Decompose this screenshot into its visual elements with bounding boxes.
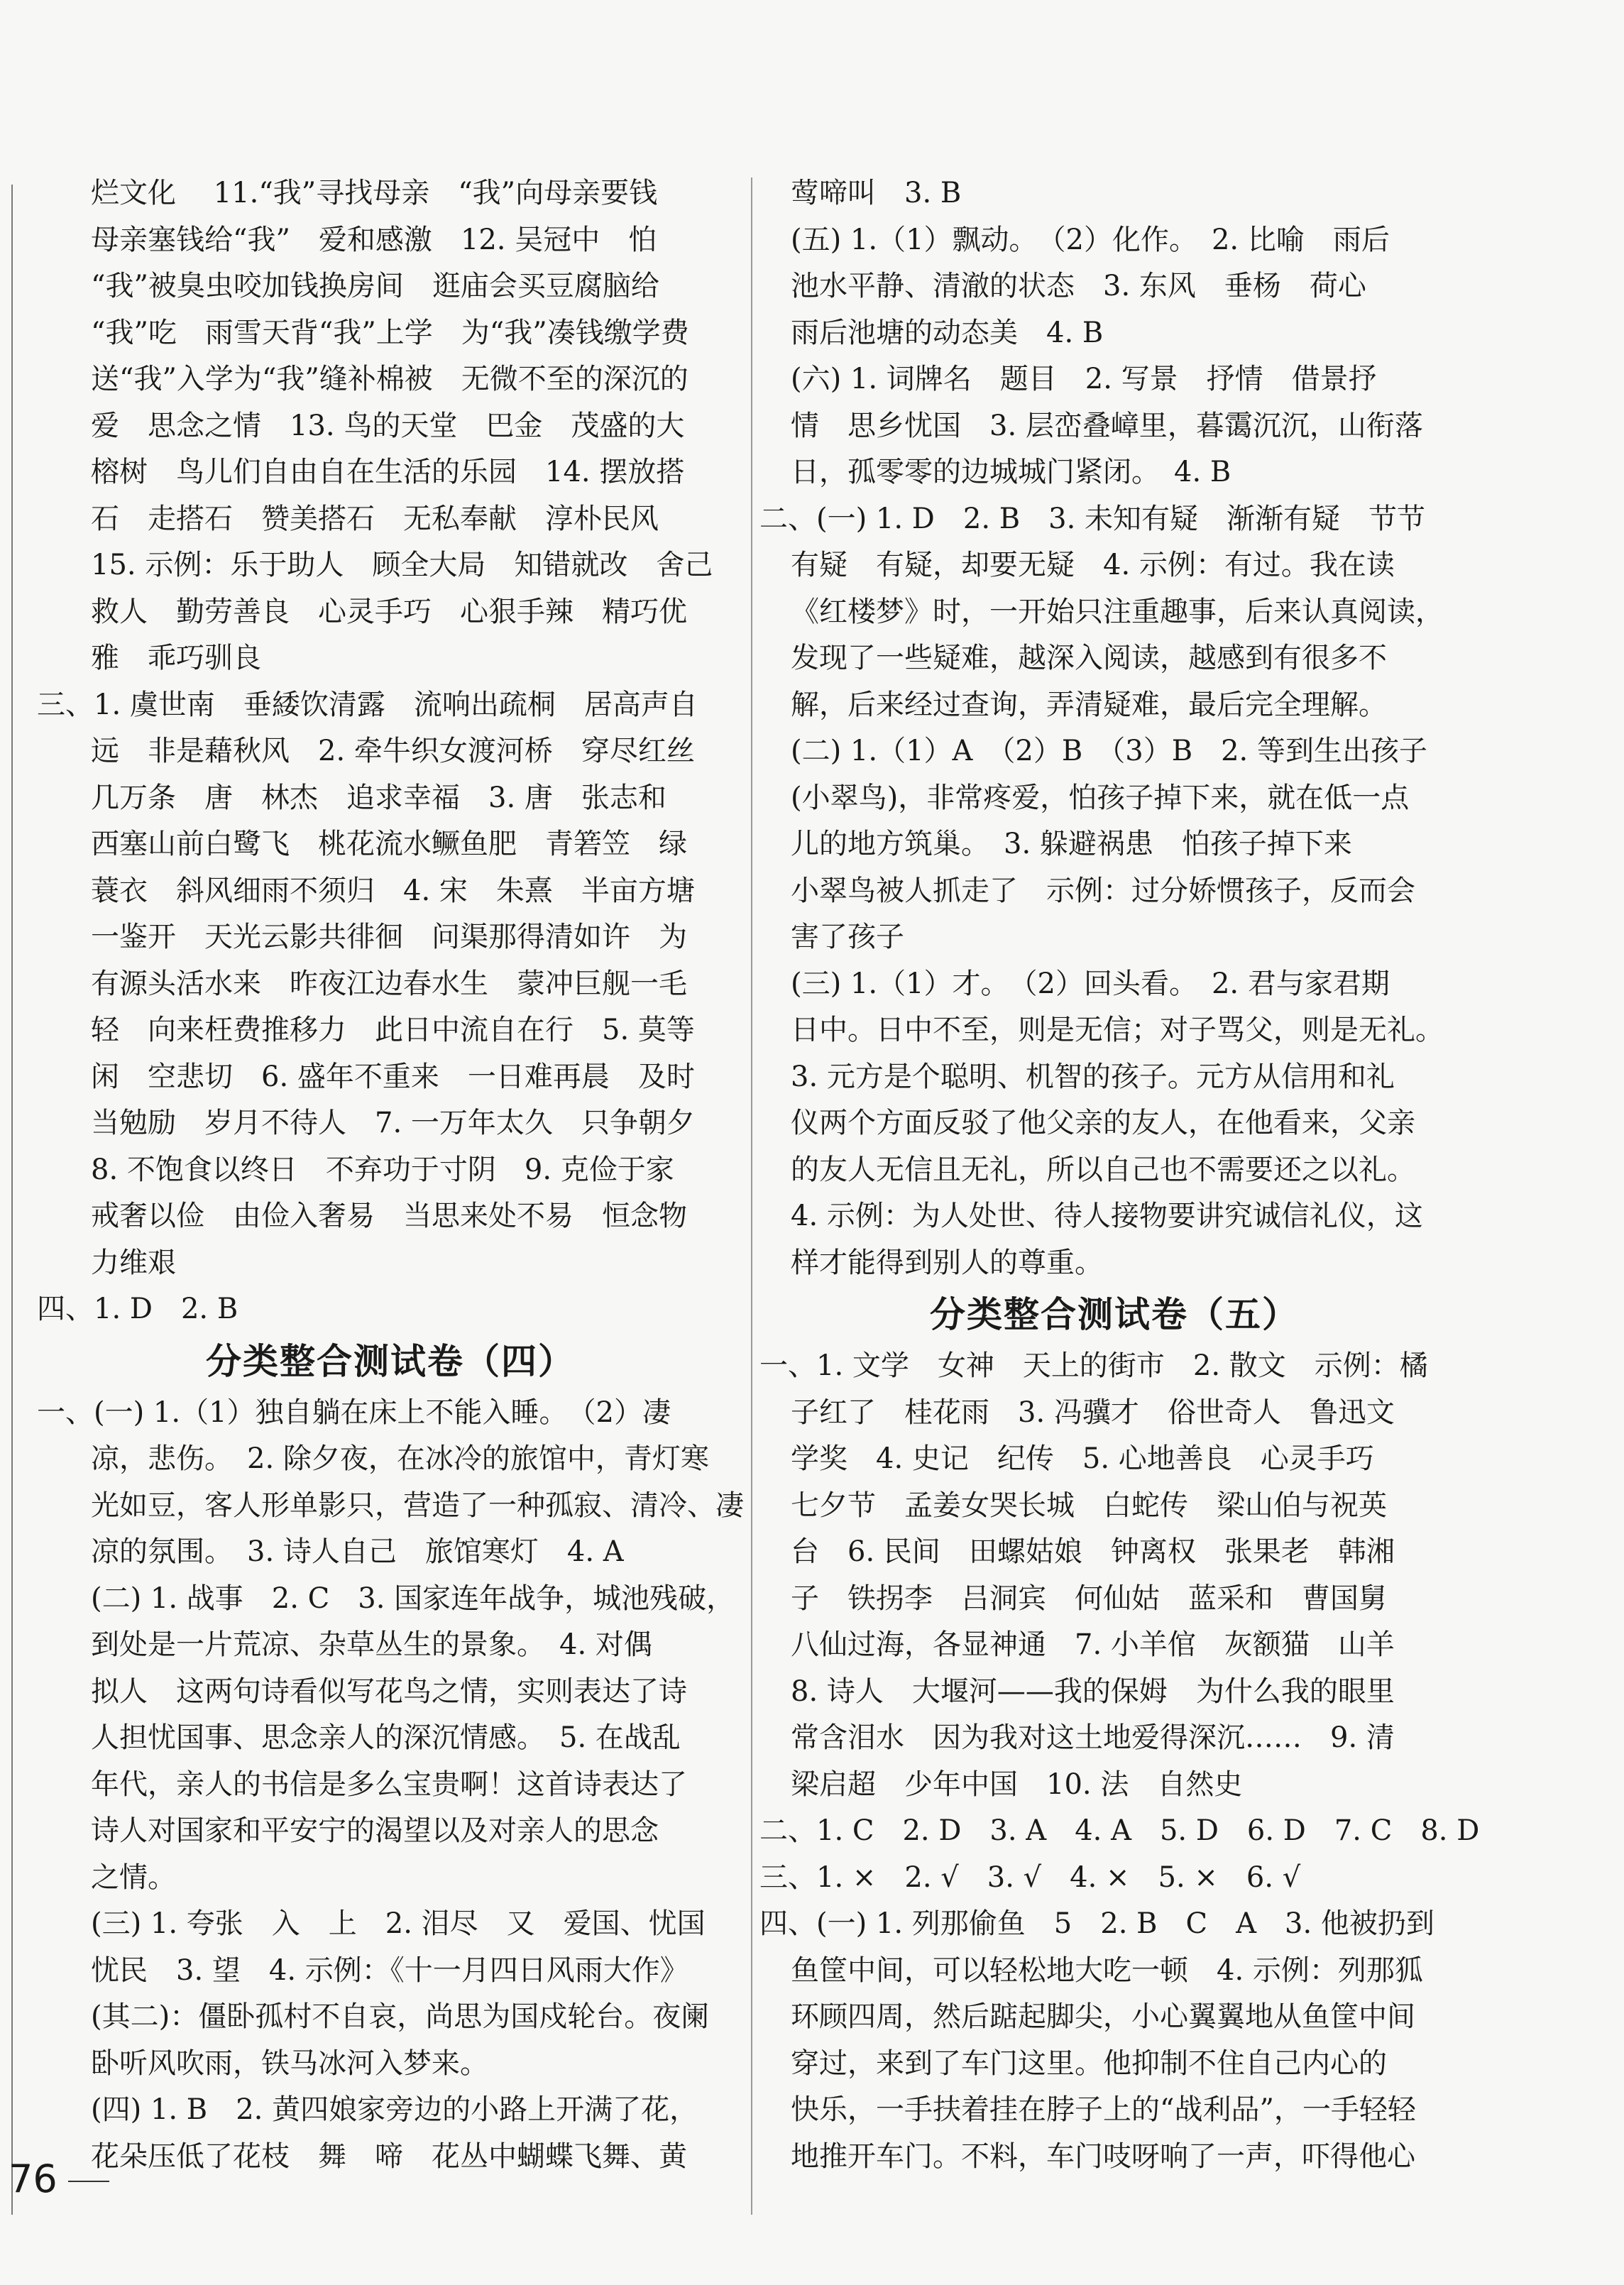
right-answer-line: 二、(一) 1. D 2. B 3. 未知有疑 渐渐有疑 节节 [759,502,1426,535]
left-answer-line: 到处是一片荒凉、杂草丛生的景象。 4. 对偶 [91,1628,652,1661]
left-answer-line: 之情。 [91,1861,176,1894]
left-answer-line: 拟人 这两句诗看似写花鸟之情，实则表达了诗 [91,1675,687,1708]
right-answer-line: 4. 示例：为人处世、待人接物要讲究诚信礼仪，这 [791,1200,1423,1232]
left-answer-line: 救人 勤劳善良 心灵手巧 心狠手辣 精巧优 [91,595,687,628]
left-answer-line: 送“我”入学为“我”缝补棉被 无微不至的深沉的 [91,363,688,395]
left-answer-line: 戒奢以俭 由俭入奢易 当思来处不易 恒念物 [91,1200,687,1232]
right-answer-line: 鱼筐中间，可以轻松地大吃一顿 4. 示例：列那狐 [791,1954,1423,1987]
right-answer-line: 日中。日中不至，则是无信；对子骂父，则是无礼。 [791,1014,1444,1046]
right-answer-line: 八仙过海，各显神通 7. 小羊倌 灰额猫 山羊 [791,1628,1395,1661]
right-answer-line: 的友人无信且无礼，所以自己也不需要还之以礼。 [791,1153,1415,1186]
left-answer-line: (二) 1. 战事 2. C 3. 国家连年战争，城池残破， [91,1582,735,1615]
right-column [759,170,1480,2180]
right-answer-line: 台 6. 民间 田螺姑娘 钟离权 张果老 韩湘 [791,1535,1395,1568]
left-answer-line: 远 非是藉秋风 2. 牵牛织女渡河桥 穿尽红丝 [91,735,695,767]
left-answer-line: 一鉴开 天光云影共徘徊 问渠那得清如许 为 [91,921,687,953]
right-answer-line: 穿过，来到了车门这里。他抑制不住自己内心的 [791,2046,1387,2080]
left-column [37,170,744,2180]
left-answer-line: (其二)：僵卧孤村不自哀，尚思为国戍轮台。夜阑 [91,2000,710,2033]
right-answer-line: 样才能得到别人的尊重。 [791,1246,1103,1279]
left-answer-line: 母亲塞钱给“我” 爱和感激 12. 吴冠中 怕 [91,223,657,256]
right-answer-line: 仪两个方面反驳了他父亲的友人，在他看来，父亲 [791,1107,1415,1139]
right-answer-line: 有疑 有疑，却要无疑 4. 示例：有过。我在读 [791,549,1395,581]
right-answer-line: 儿的地方筑巢。 3. 躲避祸患 怕孩子掉下来 [791,828,1352,860]
right-answer-line: 快乐，一手扶着挂在脖子上的“战利品”，一手轻轻 [791,2093,1416,2126]
left-section-heading: 分类整合测试卷（四） [206,1339,575,1382]
page-number: 76 [9,2157,57,2201]
left-answer-line: 闲 空悲切 6. 盛年不重来 一日难再晨 及时 [91,1060,695,1093]
left-answer-line: 力维艰 [91,1246,176,1279]
right-answer-line: 解，后来经过查询，弄清疑难，最后完全理解。 [791,688,1387,721]
right-answer-line: (五) 1.（1）飘动。 （2）化作。 2. 比喻 雨后 [791,223,1390,256]
left-answer-line: 榕树 鸟儿们自由自在生活的乐园 14. 摆放搭 [91,456,685,488]
right-answer-line: (六) 1. 词牌名 题目 2. 写景 抒情 借景抒 [791,363,1377,395]
left-answer-line: 当勉励 岁月不待人 7. 一万年太久 只争朝夕 [91,1107,695,1139]
left-answer-line: 几万条 唐 林杰 追求幸福 3. 唐 张志和 [91,781,666,814]
left-answer-line: 爱 思念之情 13. 鸟的天堂 巴金 茂盛的大 [91,409,685,442]
right-answer-line: (三) 1.（1）才。 （2）回头看。 2. 君与家君期 [791,967,1390,1000]
right-answer-line: 小翠鸟被人抓走了 示例：过分娇惯孩子，反而会 [791,874,1415,907]
right-answer-line: 情 思乡忧国 3. 层峦叠嶂里，暮霭沉沉，山衔落 [791,409,1423,442]
left-answer-line: 花朵压低了花枝 舞 啼 花丛中蝴蝶飞舞、黄 [91,2139,687,2173]
right-answer-line: 子红了 桂花雨 3. 冯骥才 俗世奇人 鲁迅文 [791,1396,1395,1429]
right-answer-line: 雨后池塘的动态美 4. B [791,316,1104,349]
left-answer-line: “我”被臭虫咬加钱换房间 逛庙会买豆腐脑给 [91,270,659,302]
left-answer-line: 石 走搭石 赞美搭石 无私奉献 淳朴民风 [91,502,659,535]
left-answer-line: 一、(一) 1.（1）独自躺在床上不能入睡。 （2）凄 [37,1396,671,1429]
right-answer-line: 梁启超 少年中国 10. 法 自然史 [791,1768,1243,1801]
left-answer-line: 西塞山前白鹭飞 桃花流水鳜鱼肥 青箬笠 绿 [91,828,687,860]
right-answer-line: 三、1. × 2. √ 3. √ 4. × 5. × 6. √ [759,1861,1301,1894]
left-answer-line: 四、1. D 2. B [37,1293,238,1325]
right-answer-line: (二) 1.（1）A （2）B （3）B 2. 等到生出孩子 [791,735,1427,767]
page-edge-line [11,185,13,2215]
page-number-dash [68,2181,109,2182]
left-answer-line: “我”吃 雨雪天背“我”上学 为“我”凑钱缴学费 [91,316,689,349]
right-answer-line: 地推开车门。不料，车门吱呀响了一声，吓得他心 [791,2139,1415,2173]
left-answer-line: 烂文化 11.“我”寻找母亲 “我”向母亲要钱 [91,177,658,209]
left-answer-line: 忧民 3. 望 4. 示例：《十一月四日风雨大作》 [91,1954,688,1987]
right-answer-line: 日，孤零零的边城城门紧闭。 4. B [791,456,1231,488]
left-answer-line: 凉，悲伤。 2. 除夕夜，在冰冷的旅馆中，青灯寒 [91,1442,709,1475]
right-answer-line: 二、1. C 2. D 3. A 4. A 5. D 6. D 7. C 8. D [759,1814,1480,1847]
right-answer-line: 池水平静、清澈的状态 3. 东风 垂杨 荷心 [791,270,1366,302]
right-answer-line: 四、(一) 1. 列那偷鱼 5 2. B C A 3. 他被扔到 [759,1907,1434,1940]
left-answer-line: 卧听风吹雨，铁马冰河入梦来。 [91,2046,488,2080]
left-answer-line: 轻 向来枉费推移力 此日中流自在行 5. 莫等 [91,1014,695,1046]
left-answer-line: 人担忧国事、思念亲人的深沉情感。 5. 在战乱 [91,1721,681,1754]
left-answer-line: 三、1. 虞世南 垂緌饮清露 流响出疏桐 居高声自 [37,688,698,721]
right-answer-line: 环顾四周，然后踮起脚尖，小心翼翼地从鱼筐中间 [791,2000,1415,2033]
column-divider [751,177,752,2215]
left-answer-line: 年代，亲人的书信是多么宝贵啊！这首诗表达了 [91,1768,687,1801]
right-answer-line: 发现了一些疑难，越深入阅读，越感到有很多不 [791,642,1387,674]
left-answer-line: (三) 1. 夸张 入 上 2. 泪尽 又 爱国、忧国 [91,1907,706,1940]
left-answer-line: (四) 1. B 2. 黄四娘家旁边的小路上开满了花， [91,2093,698,2126]
right-answer-line: 七夕节 孟姜女哭长城 白蛇传 梁山伯与祝英 [791,1489,1387,1522]
left-answer-line: 雅 乖巧驯良 [91,642,261,674]
left-answer-line: 15. 示例：乐于助人 顾全大局 知错就改 舍己 [91,549,713,581]
right-answer-line: 害了孩子 [791,921,904,953]
left-answer-line: 凉的氛围。 3. 诗人自己 旅馆寒灯 4. A [91,1535,624,1568]
left-answer-line: 诗人对国家和平安宁的渴望以及对亲人的思念 [91,1814,659,1847]
right-answer-line: (小翠鸟)，非常疼爱，怕孩子掉下来，就在低一点 [791,781,1410,814]
left-answer-line: 8. 不饱食以终日 不弃功于寸阴 9. 克俭于家 [91,1153,674,1186]
right-answer-line: 莺啼叫 3. B [791,177,962,209]
right-section-heading: 分类整合测试卷（五） [930,1293,1299,1335]
right-answer-line: 8. 诗人 大堰河——我的保姆 为什么我的眼里 [791,1675,1395,1708]
right-answer-line: 子 铁拐李 吕洞宾 何仙姑 蓝采和 曹国舅 [791,1582,1387,1615]
right-answer-line: 3. 元方是个聪明、机智的孩子。元方从信用和礼 [791,1060,1395,1093]
right-answer-line: 《红楼梦》时，一开始只注重趣事，后来认真阅读， [791,595,1444,628]
right-answer-line: 一、1. 文学 女神 天上的街市 2. 散文 示例：橘 [759,1349,1428,1382]
left-answer-line: 有源头活水来 昨夜江边春水生 蒙冲巨舰一毛 [91,967,687,1000]
left-answer-line: 蓑衣 斜风细雨不须归 4. 宋 朱熹 半亩方塘 [91,874,695,907]
right-answer-line: 常含泪水 因为我对这土地爱得深沉…… 9. 清 [791,1721,1395,1754]
right-answer-line: 学奖 4. 史记 纪传 5. 心地善良 心灵手巧 [791,1442,1374,1475]
left-answer-line: 光如豆，客人形单影只，营造了一种孤寂、清冷、凄 [91,1489,744,1522]
